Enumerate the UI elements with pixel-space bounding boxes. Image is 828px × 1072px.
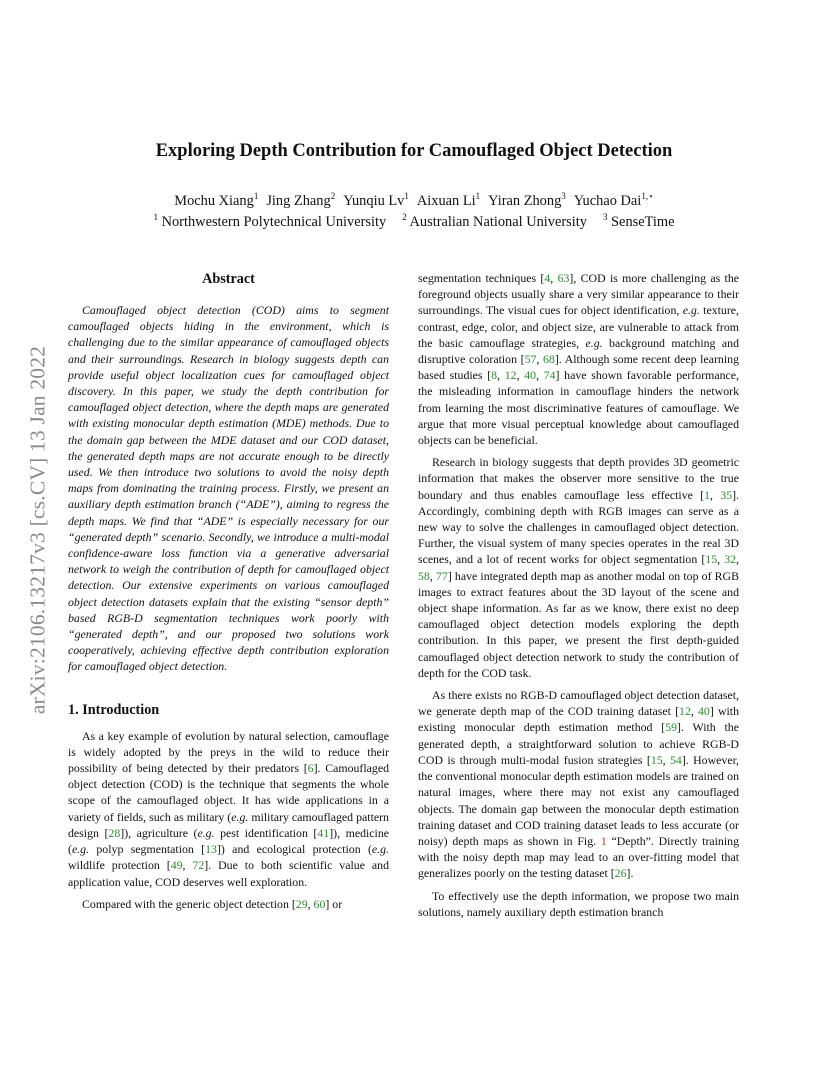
citation-link[interactable]: 74 bbox=[543, 368, 556, 383]
affiliation-mark: 1 bbox=[153, 212, 158, 223]
citation-link[interactable]: 15 bbox=[650, 752, 663, 767]
body-paragraph bbox=[418, 687, 739, 881]
citation-link[interactable]: 72 bbox=[192, 858, 205, 873]
text-run: “Depth”. Directly training with the noisy depth map may lead to an over-fitting model that generalizes poorly on the testing dataset [ bbox=[418, 833, 739, 881]
author-affiliation-mark: 1 bbox=[475, 191, 481, 202]
affiliation bbox=[603, 214, 675, 230]
text-run: , bbox=[536, 368, 544, 383]
citation-link[interactable]: 54 bbox=[670, 752, 682, 767]
italic-text: e.g. bbox=[71, 842, 90, 857]
affiliation bbox=[154, 214, 387, 230]
body-paragraph bbox=[68, 896, 389, 912]
text-run: ]), agriculture ( bbox=[120, 825, 198, 840]
text-run: ] have shown favorable performance, the misleading information in camouflage hinders the network from learning the most discriminative features of camouflage. We argue that more visual perceptual knowledge about camouflaged objects can be beneficial. bbox=[418, 368, 740, 448]
text-run: As a key example of evolution by natural selection, camouflage is widely adopted by the preys in the wild to reduce their possibility of being detected by their predators [ bbox=[68, 728, 389, 776]
affiliation-list bbox=[0, 214, 828, 231]
text-run: ]. With the generated depth, a straightforward solution to achieve RGB-D COD is through multi-modal fusion strategies [ bbox=[418, 720, 739, 767]
citation-link[interactable]: 13 bbox=[205, 842, 217, 857]
citation-link[interactable]: 35 bbox=[720, 487, 733, 502]
citation-link[interactable]: 29 bbox=[295, 896, 308, 911]
author-affiliation-mark: 2 bbox=[330, 191, 336, 202]
text-run: pest identification [ bbox=[214, 825, 318, 840]
italic-text: e.g. bbox=[231, 809, 249, 824]
text-run: , bbox=[182, 858, 193, 873]
text-run: ]. Accordingly, combining depth with RGB images can serve as a new way to solve the challenges in camouflaged object detection. Further, the visual system of many species operates in the real 3D scenes, and a lot of recent works for object segmentation [ bbox=[418, 487, 739, 567]
italic-text: e.g. bbox=[371, 842, 389, 857]
body-paragraph bbox=[418, 270, 739, 448]
citation-link[interactable]: 26 bbox=[614, 866, 627, 881]
text-run: To effectively use the depth information, we propose two main solutions, namely auxiliary depth estimation branch bbox=[418, 888, 739, 919]
text-run: ] have integrated depth map as another modal on top of RGB images to extract features about the 3D layout of the scene and object shape information. As far as we know, there exist no deep camouflaged object detection models exploring the depth contribution. In this paper, we present the first depth-guided camouflaged object detection network to study the contribution of depth for the COD task. bbox=[418, 568, 740, 680]
citation-link[interactable]: 32 bbox=[724, 552, 737, 567]
text-run: , bbox=[690, 704, 698, 719]
affiliation-mark: 3 bbox=[602, 212, 608, 223]
citation-link[interactable]: 60 bbox=[313, 896, 326, 911]
author-name: Yunqiu Lv$^1$ bbox=[343, 191, 409, 209]
text-run: ]. However, the conventional monocular depth estimation models are trained on natural images, where there may not exist any camouflaged objects. The domain gap between the monocular depth estimation training dataset and COD training dataset leads to less accurate (or noisy) depth maps as shown in Fig. bbox=[418, 752, 740, 848]
arxiv-identifier bbox=[16, 290, 60, 770]
text-run: ], COD is more challenging as the foreground objects usually share a very similar appearance to their surroundings. The visual cues for object identification, bbox=[418, 271, 740, 318]
introduction-heading: 1. Introduction bbox=[68, 701, 160, 718]
citation-link[interactable]: 68 bbox=[542, 352, 555, 367]
affiliation bbox=[402, 214, 587, 230]
citation-link[interactable]: 8 bbox=[491, 368, 498, 383]
text-run: , bbox=[710, 487, 721, 502]
citation-link[interactable]: 77 bbox=[435, 568, 448, 583]
text-run: , bbox=[536, 352, 543, 367]
author-affiliation-mark: 1,⋆ bbox=[641, 191, 654, 202]
arxiv-identifier-text: arXiv:2106.13217v3 [cs.CV] 13 Jan 2022 bbox=[25, 345, 50, 715]
right-column bbox=[418, 270, 739, 926]
text-run: , bbox=[497, 368, 505, 383]
citation-link[interactable]: 4 bbox=[544, 271, 551, 285]
affiliation-mark: 2 bbox=[402, 212, 407, 223]
text-run: ]) and ecological protection ( bbox=[216, 842, 372, 857]
affiliation-name: Northwestern Polytechnical University bbox=[158, 214, 387, 230]
text-run: ]. Camouflaged object detection (COD) is the technique that segments the whole scope of the camouflaged object. It has wide applications in a variety of fields, such as military ( bbox=[68, 761, 389, 824]
left-column bbox=[68, 270, 389, 918]
affiliation-name: Australian National University bbox=[406, 214, 587, 230]
citation-link[interactable]: 57 bbox=[524, 352, 537, 367]
introduction-body bbox=[68, 728, 389, 912]
author-name: Yuchao Dai$^{1,⋆}$ bbox=[573, 191, 654, 209]
citation-link[interactable]: 41 bbox=[317, 825, 330, 840]
text-run: ]. Due to both scientific value and application value, COD deserves well exploration. bbox=[68, 858, 389, 889]
citation-link[interactable]: 40 bbox=[698, 704, 710, 719]
body-paragraph bbox=[418, 888, 739, 920]
affiliation-name: SenseTime bbox=[607, 214, 675, 230]
citation-link[interactable]: 28 bbox=[108, 825, 121, 840]
text-run: , bbox=[736, 552, 739, 567]
italic-text: e.g. bbox=[197, 825, 215, 840]
right-column-body bbox=[418, 270, 739, 920]
author-affiliation-mark: 3 bbox=[561, 191, 566, 202]
text-run: Research in biology suggests that depth provides 3D geometric information that makes the observer more sensitive to the true boundary and thus enables camouflage less effective [ bbox=[418, 455, 739, 502]
italic-text: e.g. bbox=[682, 303, 700, 318]
text-run: , bbox=[662, 752, 670, 767]
text-run: polyp segmentation [ bbox=[89, 842, 206, 857]
text-run: , bbox=[550, 271, 558, 285]
author-list bbox=[0, 193, 828, 210]
text-run: As there exists no RGB-D camouflaged object detection dataset, we generate depth map of the COD training dataset [ bbox=[418, 688, 739, 719]
text-run: wildlife protection [ bbox=[68, 858, 171, 873]
text-run: ]. bbox=[626, 866, 634, 881]
author-name: Yiran Zhong$^3$ bbox=[488, 191, 566, 209]
text-run: background matching and disruptive coloration [ bbox=[418, 335, 740, 367]
italic-text: e.g. bbox=[585, 335, 603, 350]
text-run: , bbox=[307, 896, 314, 911]
author-affiliation-mark: 1 bbox=[253, 191, 259, 202]
paper-title: Exploring Depth Contribution for Camouflaged Object Detection bbox=[155, 141, 673, 161]
citation-link[interactable]: 63 bbox=[557, 271, 570, 285]
text-run: , bbox=[429, 568, 436, 583]
text-run: ]), medicine ( bbox=[68, 825, 390, 857]
text-run: , bbox=[717, 552, 725, 567]
citation-link[interactable]: 59 bbox=[665, 720, 678, 735]
citation-link[interactable]: 15 bbox=[705, 552, 718, 567]
body-paragraph bbox=[418, 454, 739, 681]
citation-link[interactable]: 58 bbox=[418, 568, 430, 583]
author-name: Mochu Xiang$^1$ bbox=[174, 191, 259, 209]
citation-link[interactable]: 40 bbox=[524, 368, 537, 383]
body-paragraph bbox=[68, 728, 389, 890]
citation-link[interactable]: 12 bbox=[679, 704, 691, 719]
abstract-heading: Abstract bbox=[202, 271, 255, 287]
text-run: texture, contrast, edge, color, and object size, are vulnerable to attack from the basic camouflage strategies, bbox=[418, 303, 739, 350]
text-run: Compared with the generic object detection [ bbox=[82, 896, 296, 911]
author-name: Aixuan Li$^1$ bbox=[416, 191, 481, 209]
text-run: ] or bbox=[325, 896, 343, 911]
text-run: , bbox=[516, 368, 525, 383]
citation-link[interactable]: 6 bbox=[307, 761, 314, 776]
text-run: segmentation techniques [ bbox=[418, 271, 545, 285]
citation-link[interactable]: 12 bbox=[504, 368, 517, 383]
figure-reference-link[interactable]: 1 bbox=[600, 833, 607, 848]
author-affiliation-mark: 1 bbox=[404, 191, 409, 202]
text-run: ]. Although some recent deep learning based studies [ bbox=[418, 352, 739, 383]
text-run: ] with existing monocular depth estimation method [ bbox=[418, 704, 739, 735]
citation-link[interactable]: 49 bbox=[170, 858, 183, 873]
text-run: military camouflaged pattern design [ bbox=[68, 809, 389, 840]
author-name: Jing Zhang$^2$ bbox=[266, 191, 336, 209]
citation-link[interactable]: 1 bbox=[704, 487, 711, 502]
abstract-text: Camouflaged object detection (COD) aims to segment camouflaged objects hiding in the environment, which is challenging due to the similar appearance of camouflaged objects and their surroundings. Research in biology suggests depth can provide useful object localization cues for camouflaged object discovery. In this paper, we study the depth contribution for camouflaged object detection, where the depth maps are generated with existing monocular depth estimation (MDE) methods. Due to the domain gap between the MDE dataset and our COD dataset, the generated depth maps are not accurate enough to be directly used. We then introduce two solutions to avoid the noisy depth maps from dominating the training process. Firstly, we present an auxiliary depth estimation branch (“ADE”), aiming to regress the depth maps. We find that “ADE” is especially necessary for our “generated depth” scenario. Secondly, we introduce a multi-modal confidence-aware loss function via a generative adversarial network to weigh the contribution of depth for camouflaged object detection. Our extensive experiments on various camouflaged object detection datasets explain that the existing “sensor depth” based RGB-D segmentation techniques work poorly with “generated depth”, and our proposed two solutions work cooperatively, achieving effective depth contribution exploration for camouflaged object detection. bbox=[68, 303, 389, 674]
